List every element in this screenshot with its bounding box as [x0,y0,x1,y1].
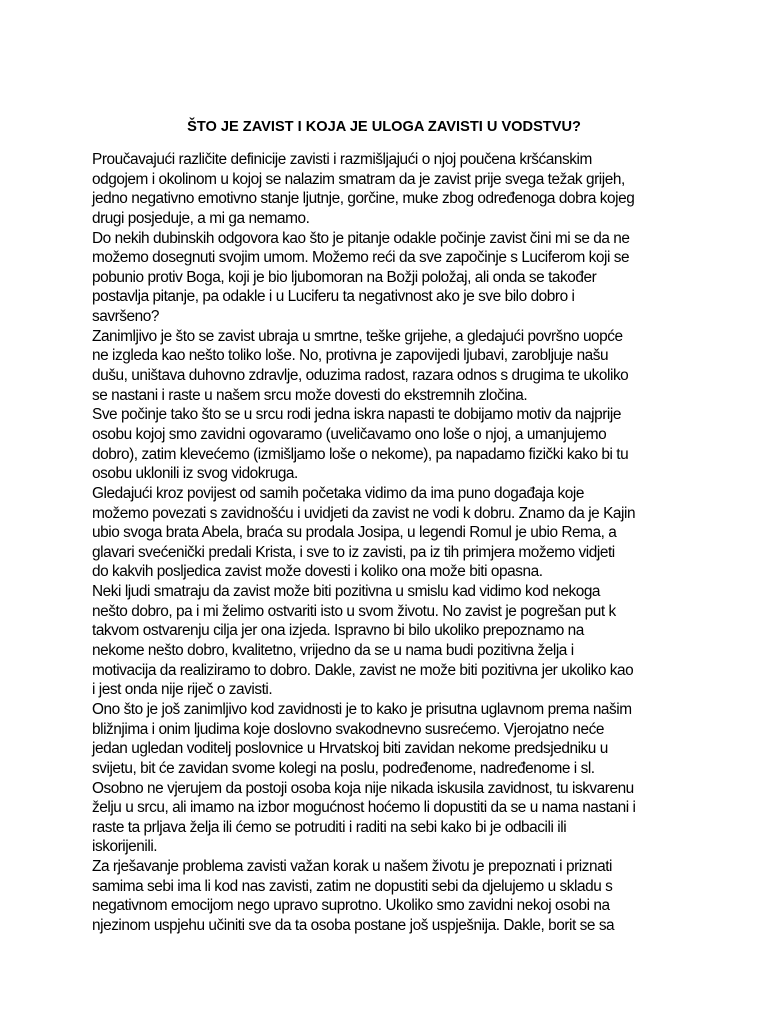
text-line: Ono što je još zanimljivo kod zavidnosti je to kako je prisutna uglavnom prema našim [92,700,632,718]
document-title: ŠTO JE ZAVIST I KOJA JE ULOGA ZAVISTI U VODSTVU? [187,119,581,135]
document-body [92,150,692,936]
text-line: osobu uklonili iz svog vidokruga. [92,465,298,483]
text-line: pobunio protiv Boga, koji je bio ljubomoran na Božji položaj, ali onda se također [92,268,597,286]
text-line: ne izgleda kao nešto toliko loše. No, protivna je zapovijedi ljubavi, zarobljuje našu [92,347,609,365]
text-line: možemo dosegnuti svojim umom. Možemo reći da sve započinje s Luciferom koji se [92,249,630,267]
text-line: motivacija da realiziramo to dobro. Dakle, zavist ne može biti pozitivna jer ukoliko kao [92,661,634,679]
text-line: nešto dobro, pa i mi želimo ostvariti isto u svom životu. No zavist je pogrešan put k [92,602,616,620]
text-line: dobro), zatim klevećemo (izmišljamo loše o nekome), pa napadamo fizički kako bi tu [92,445,629,463]
text-line: Zanimljivo je što se zavist ubraja u smrtne, teške grijehe, a gledajući površno uopće [92,327,623,345]
text-line: odgojem i okolinom u kojoj se nalazim smatram da je zavist prije svega težak grijeh, [92,170,625,188]
text-line: Za rješavanje problema zavisti važan korak u našem životu je prepoznati i priznati [92,858,612,876]
text-line: jedan ugledan voditelj poslovnice u Hrvatskoj biti zavidan nekome predsjedniku u [92,740,608,758]
text-line: Osobno ne vjerujem da postoji osoba koja nije nikada iskusila zavidnost, tu iskvarenu [92,779,634,797]
text-line: Sve počinje tako što se u srcu rodi jedna iskra napasti te dobijamo motiv da najprije [92,406,621,424]
text-line: iskorijenili. [92,838,158,856]
text-line: jedno negativno emotivno stanje ljutnje, gorčine, muke zbog određenoga dobra kojeg [92,190,635,208]
text-line: Gledajući kroz povijest od samih početaka vidimo da ima puno događaja koje [92,484,584,502]
text-line: bližnjima i onim ljudima koje doslovno svakodnevno susrećemo. Vjerojatno neće [92,720,605,738]
text-line: se nastani i raste u našem srcu može dovesti do ekstremnih zločina. [92,386,528,404]
text-line: dušu, uništava duhovno zdravlje, oduzima radost, razara odnos s drugima te ukoliko [92,367,629,385]
text-line: njezinom uspjehu učiniti sve da ta osoba postane još uspješnija. Dakle, borit se sa [92,916,615,934]
text-line: nekome nešto dobro, kvalitetno, vrijedno da se u nama budi pozitivna želja i [92,642,574,660]
text-line: i jest onda nije riječ o zavisti. [92,681,273,699]
text-line: negativnom emocijom nego upravo suprotno. Ukoliko smo zavidni nekoj osobi na [92,897,610,915]
text-line: samima sebi ima li kod nas zavisti, zatim ne dopustiti sebi da djelujemo u skladu s [92,877,613,895]
text-line: možemo povezati s zavidnošću i uvidjeti da zavist ne vodi k dobru. Znamo da je Kajin [92,504,636,522]
text-line: Neki ljudi smatraju da zavist može biti pozitivna u smislu kad vidimo kod nekoga [92,583,601,601]
text-line: svijetu, bit će zavidan svome kolegi na poslu, podređenome, nadređenome i sl. [92,759,595,777]
text-line: raste ta prljava želja ili ćemo se potruditi i raditi na sebi kako bi je odbacili ili [92,818,567,836]
text-line: postavlja pitanje, pa odakle i u Luciferu ta negativnost ako je sve bilo dobro i [92,288,575,306]
text-line: želju u srcu, ali imamo na izbor mogućnost hoćemo li dopustiti da se u nama nastani i [92,799,636,817]
text-line: drugi posjeduje, a mi ga nemamo. [92,209,310,227]
text-line: do kakvih posljedica zavist može dovesti i koliko ona može biti opasna. [92,563,543,581]
text-line: ubio svoga brata Abela, braća su prodala Josipa, u legendi Romul je ubio Rema, a [92,524,617,542]
text-line: osobu kojoj smo zavidni ogovaramo (uveličavamo ono loše o njoj, a umanjujemo [92,425,607,443]
text-line: Proučavajući različite definicije zavisti i razmišljajući o njoj poučena kršćanskim [92,151,592,168]
text-line: takvom ostvarenju cilja jer ona izjeda. Ispravno bi bilo ukoliko prepoznamo na [92,622,584,640]
text-line: glavari svećenički predali Krista, i sve to iz zavisti, pa iz tih primjera možemo vidjeti [92,543,615,561]
text-line: Do nekih dubinskih odgovora kao što je pitanje odakle počinje zavist čini mi se da ne [92,229,630,247]
text-line: savršeno? [92,308,159,326]
